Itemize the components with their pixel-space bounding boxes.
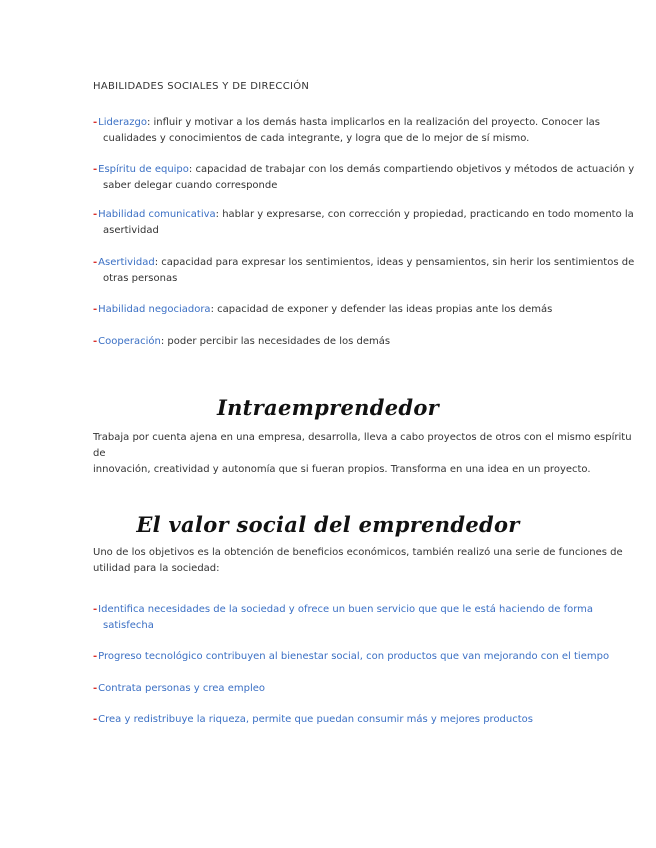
paragraph-intraemprendedor — [93, 430, 643, 478]
list-item-habilidad-comunicativa — [93, 207, 638, 239]
term-description: : poder percibir las necesidades de los demás — [160, 336, 391, 347]
section-heading-habilidades: HABILIDADES SOCIALES Y DE DIRECCIÓN — [93, 81, 310, 92]
term-label: Espíritu de equipo — [98, 164, 189, 175]
list-item-liderazgo — [93, 115, 638, 147]
term-label: Habilidad negociadora — [98, 304, 211, 315]
list-item-progreso-tecnologico — [93, 649, 638, 665]
list-item-espiritu-equipo — [93, 162, 638, 194]
term-description: : capacidad de exponer y defender las ideas propias ante los demás — [210, 304, 553, 315]
term-description-continued: cualidades y conocimientos de cada integrante, y logra que de lo mejor de sí mismo. — [103, 133, 530, 144]
item-text-continued: satisfecha — [103, 620, 154, 631]
term-description: : hablar y expresarse, con corrección y propiedad, practicando en todo momento la — [215, 209, 634, 220]
dash-marker: - — [93, 651, 98, 662]
term-description-continued: otras personas — [103, 273, 178, 284]
list-item-identifica-necesidades — [93, 602, 638, 634]
dash-marker: - — [93, 683, 98, 694]
term-label: Cooperación — [98, 336, 161, 347]
dash-marker: - — [93, 209, 98, 220]
dash-marker: - — [93, 164, 98, 175]
term-description: : capacidad para expresar los sentimientos, ideas y pensamientos, sin herir los sentimientos de — [154, 257, 635, 268]
term-description: : capacidad de trabajar con los demás compartiendo objetivos y métodos de actuación y — [188, 164, 635, 175]
list-item-cooperacion — [93, 334, 638, 350]
dash-marker: - — [93, 604, 98, 615]
paragraph-line: Uno de los objetivos es la obtención de beneficios económicos, también realizó una serie de funciones de — [93, 547, 623, 558]
paragraph-valor-social — [93, 545, 643, 577]
term-label: Liderazgo — [98, 117, 147, 128]
dash-marker: - — [93, 304, 98, 315]
dash-marker: - — [93, 714, 98, 725]
dash-marker: - — [93, 336, 98, 347]
dash-marker: - — [93, 117, 98, 128]
paragraph-line: Trabaja por cuenta ajena en una empresa, desarrolla, lleva a cabo proyectos de otros con el mismo espíritu de — [93, 432, 632, 459]
list-item-habilidad-negociadora — [93, 302, 638, 318]
term-description-continued: asertividad — [103, 225, 159, 236]
title-intraemprendedor: Intraemprendedor — [216, 395, 440, 420]
item-text: Crea y redistribuye la riqueza, permite que puedan consumir más y mejores productos — [98, 714, 533, 725]
title-valor-social: El valor social del emprendedor — [136, 512, 520, 537]
term-label: Habilidad comunicativa — [98, 209, 216, 220]
term-label: Asertividad — [98, 257, 155, 268]
paragraph-line: utilidad para la sociedad: — [93, 563, 220, 574]
term-description: : influir y motivar a los demás hasta implicarlos en la realización del proyecto. Conocer las — [146, 117, 601, 128]
list-item-asertividad — [93, 255, 638, 287]
list-item-crea-riqueza — [93, 712, 638, 728]
item-text: Contrata personas y crea empleo — [98, 683, 266, 694]
dash-marker: - — [93, 257, 98, 268]
item-text: Identifica necesidades de la sociedad y ofrece un buen servicio que que le está haciendo de forma — [98, 604, 594, 615]
list-item-contrata-personas — [93, 681, 638, 697]
paragraph-line: innovación, creatividad y autonomía que si fueran propios. Transforma en una idea en un proyecto. — [93, 464, 591, 475]
term-description-continued: saber delegar cuando corresponde — [103, 180, 278, 191]
item-text: Progreso tecnológico contribuyen al bienestar social, con productos que van mejorando con el tiempo — [98, 651, 610, 662]
